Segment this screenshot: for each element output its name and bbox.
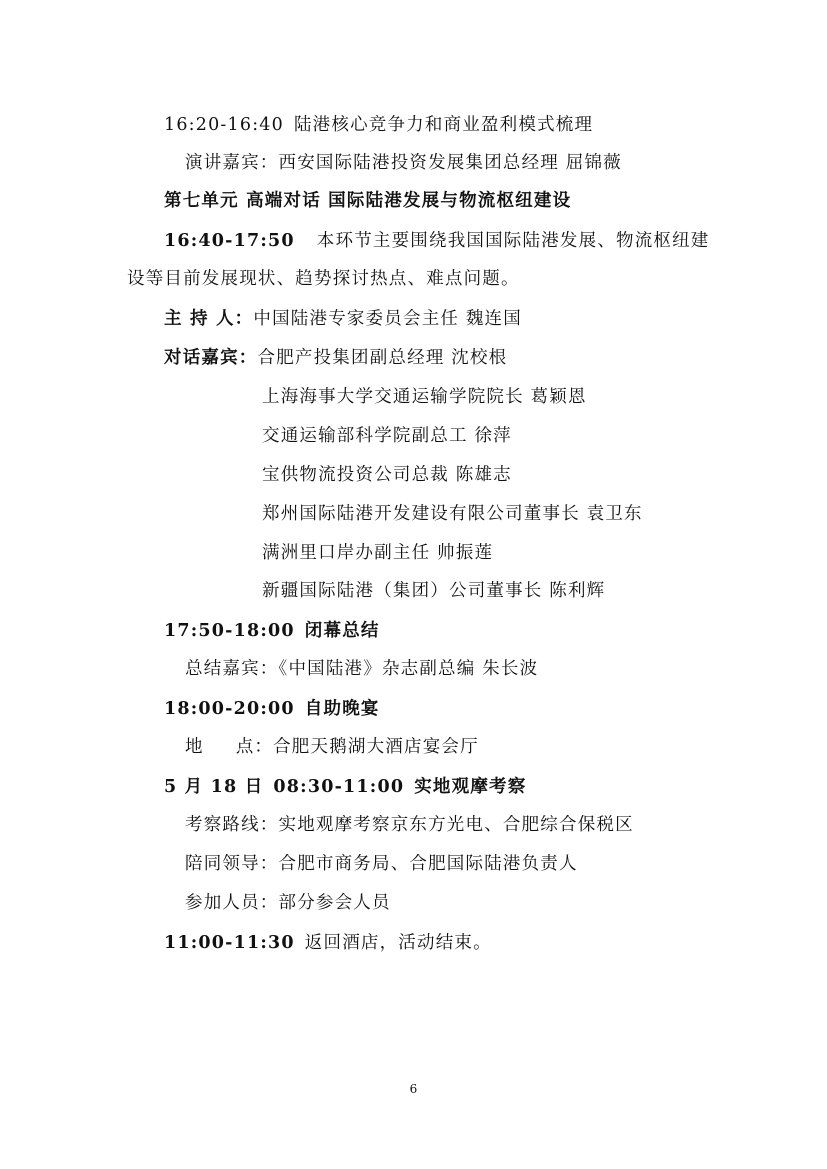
session-time: 16:20-16:40 [164,115,284,135]
guests-label: 对话嘉宾： [164,348,258,368]
return-text: 返回酒店，活动结束。 [304,933,492,953]
route-text: 实地观摩考察京东方光电、合肥综合保税区 [278,815,634,835]
unit7-heading: 第七单元 高端对话 国际陆港发展与物流枢纽建设 [164,191,572,211]
tour-heading [164,774,526,800]
closing-label: 总结嘉宾： [185,659,279,679]
page-number: 6 [409,1082,418,1096]
tour-route [185,812,634,838]
unit7-desc-1: 本环节主要围绕我国国际陆港发展、物流枢纽建 [316,231,710,251]
return-row [164,930,492,956]
host-row [164,306,522,332]
lead-text: 合肥市商务局、合肥国际陆港负责人 [278,854,578,874]
tour-title: 实地观摩考察 [414,777,527,797]
place-label-b: 点： [235,737,274,757]
route-label: 考察路线： [185,815,279,835]
guest-item: 满洲里口岸办副主任 帅振莲 [262,543,494,563]
guest-item: 上海海事大学交通运输学院院长 葛颖恩 [262,387,587,407]
guest-item: 交通运输部科学院副总工 徐萍 [262,426,512,446]
dinner-place [185,734,479,760]
tour-time: 08:30-11:00 [273,777,405,797]
dinner-time: 18:00-20:00 [164,699,295,719]
guest-item: 郑州国际陆港开发建设有限公司董事长 袁卫东 [262,504,643,524]
session-speaker [185,150,622,176]
closing-heading [164,618,380,644]
session-time-title [164,112,593,138]
lead-label: 陪同领导： [185,854,279,874]
closing-title: 闭幕总结 [304,621,380,641]
guest-item: 宝供物流投资公司总裁 陈雄志 [262,465,512,485]
tour-date: 5 月 18 日 [164,777,264,797]
dinner-heading [164,696,380,722]
closing-name: 《中国陆港》杂志副总编 朱长波 [278,659,539,679]
unit7-desc-line1 [164,228,710,254]
unit7-desc-line2: 设等目前发展现状、趋势探讨热点、难点问题。 [127,269,520,289]
tour-people [185,890,391,916]
speaker-label: 演讲嘉宾： [185,153,279,173]
host-label: 主 持 人： [164,309,254,329]
guest-item: 合肥产投集团副总经理 沈校根 [257,348,508,368]
host-name: 中国陆港专家委员会主任 魏连国 [253,309,522,329]
return-time: 11:00-11:30 [164,933,295,953]
tour-lead [185,851,578,877]
closing-time: 17:50-18:00 [164,621,295,641]
session-title: 陆港核心竞争力和商业盈利模式梳理 [293,115,594,135]
speaker-name: 西安国际陆港投资发展集团总经理 屈锦薇 [278,153,622,173]
unit7-time: 16:40-17:50 [164,231,295,251]
people-label: 参加人员： [185,893,279,913]
place-label-a: 地 [185,737,204,757]
closing-speaker [185,656,538,682]
people-text: 部分参会人员 [278,893,391,913]
guest-item: 新疆国际陆港（集团）公司董事长 陈利辉 [262,581,606,601]
guests-row [164,345,507,371]
dinner-title: 自助晚宴 [304,699,380,719]
place-name: 合肥天鹅湖大酒店宴会厅 [273,737,479,757]
